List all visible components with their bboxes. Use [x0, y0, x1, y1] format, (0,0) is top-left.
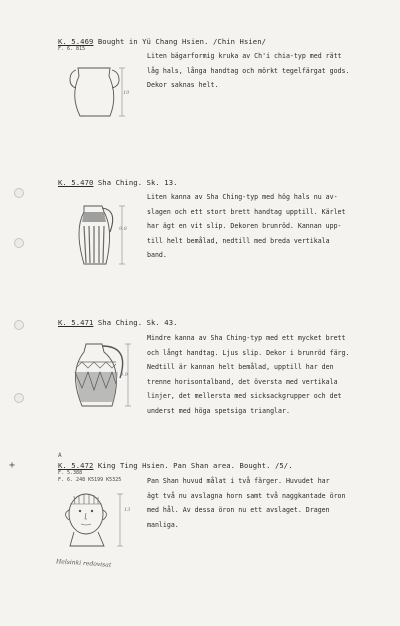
punch-hole	[14, 320, 24, 330]
catalog-number: K. 5.470	[58, 178, 94, 187]
field-number: F. 6. 248 K5199 K5325	[58, 477, 122, 483]
entry-header	[58, 178, 178, 187]
dimension-label: 13	[124, 507, 131, 513]
entry-description: Liten kanna av Sha Ching-typ med hög hals nu av- slagen och ett stort brett handtag upptill. Kärlet har ägt en vit slip. Dekoren brunröd. Kannan upp- till helt bemålad, nedtill med breda vertikala band.	[147, 193, 346, 260]
entry-header	[58, 461, 293, 470]
punch-hole	[14, 188, 24, 198]
pot-sketch	[62, 56, 132, 136]
provenance: Bought in Yü Chang Hsien. /Chin Hsien/	[97, 37, 267, 46]
entry-description: Liten bägarformig kruka av Ch'i chia-typ med rätt låg hals, långa handtag och mörkt tegelfärgat gods. Dekor saknas helt.	[147, 52, 350, 90]
provenance: Sha Ching. Sk. 13.	[97, 178, 178, 187]
jug-sketch	[62, 196, 132, 276]
entry-description: Mindre kanna av Sha Ching-typ med ett mycket brett och långt handtag. Ljus slip. Dekor i brunröd färg. Nedtill är kannan helt bemålad, upptill har den trenne horisontalband, det översta med vertikala linjer, det mellersta med sicksackgrupper och det underst med höga spetsiga trianglar.	[147, 334, 350, 415]
entry-header	[58, 318, 178, 327]
punch-hole	[14, 393, 24, 403]
dimension-label: 10	[123, 90, 130, 96]
punch-hole	[14, 238, 24, 248]
provenance: King Ting Hsien. Pan Shan area. Bought. /5/.	[97, 461, 293, 470]
dimension-label: 9.9	[120, 372, 128, 378]
jug-sketch	[58, 338, 138, 418]
dimension-label: 9.8	[119, 226, 127, 232]
field-number: F. 6. 815	[58, 46, 86, 52]
provenance: Sha Ching. Sk. 43.	[97, 318, 178, 327]
accent-mark: A	[58, 452, 62, 459]
handwritten-note: Helsinki redovisat	[55, 558, 112, 569]
head-sketch	[48, 484, 138, 564]
field-number: F. 5.388	[58, 470, 83, 476]
margin-plus-mark: +	[9, 460, 16, 471]
catalog-number: K. 5.471	[58, 318, 94, 327]
entry-header	[58, 37, 266, 46]
entry-description: Pan Shan huvud målat i två färger. Huvudet har ägt två nu avslagna horn samt två naggkantade öron med hål. Av dessa öron nu ett avslaget. Dragen manliga.	[147, 477, 346, 529]
catalog-number: K. 5.472	[58, 461, 94, 470]
catalog-number: K. 5.469	[58, 37, 94, 46]
